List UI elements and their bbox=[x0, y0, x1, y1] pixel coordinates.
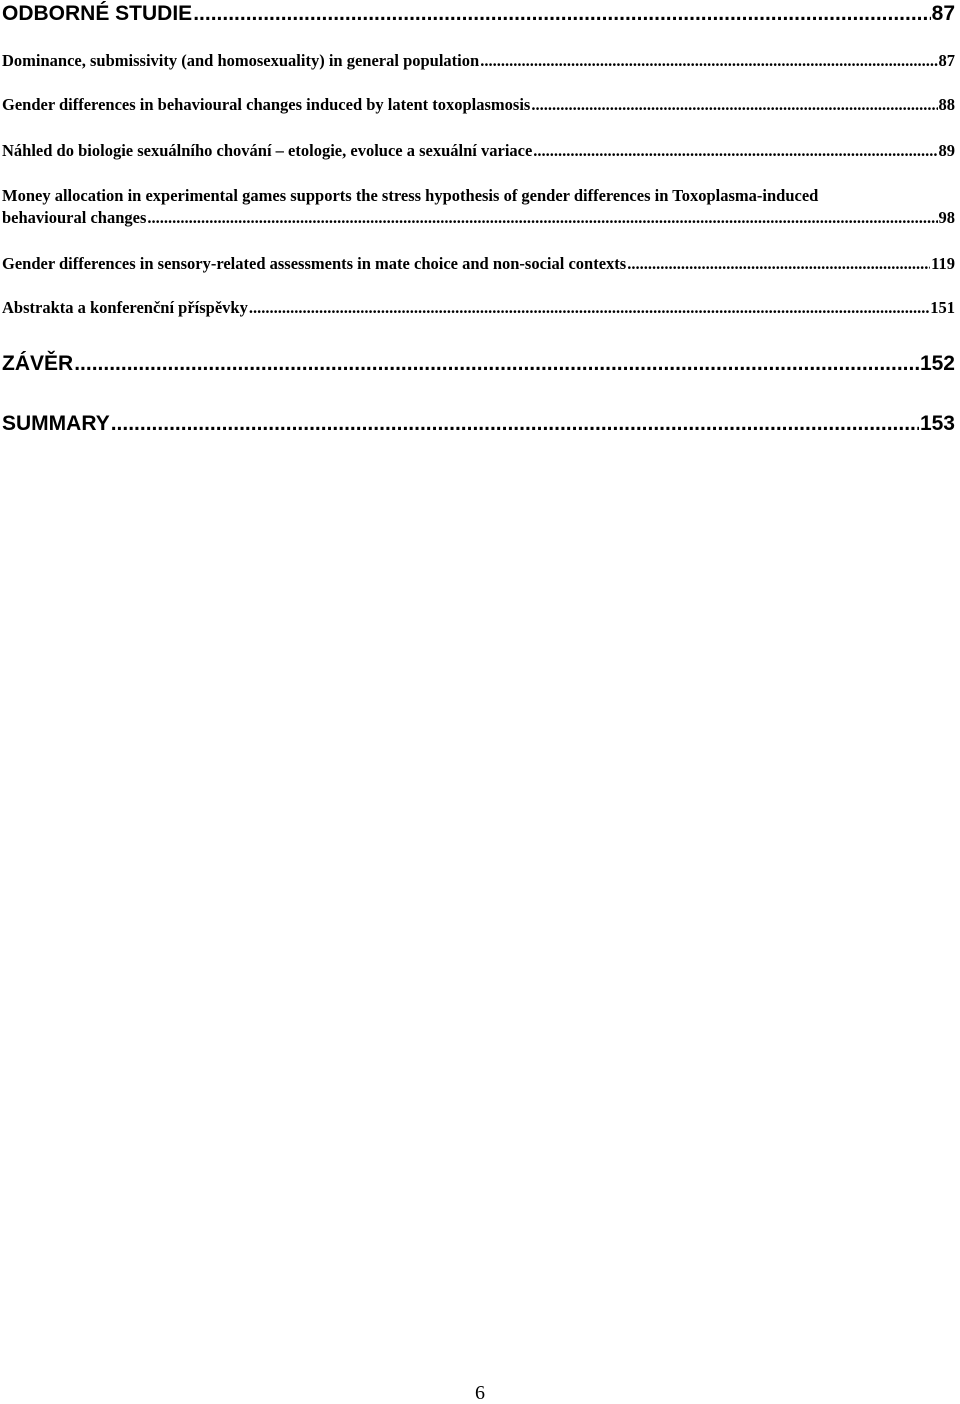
toc-title: SUMMARY bbox=[2, 412, 110, 435]
toc-title-line-1: Money allocation in experimental games supports the stress hypothesis of gender differences in Toxoplasma-induced bbox=[2, 186, 819, 205]
toc-title-line-2-row bbox=[2, 207, 955, 229]
toc-entry[interactable] bbox=[2, 253, 955, 275]
toc-title: ODBORNÉ STUDIE bbox=[2, 2, 193, 25]
dot-leader bbox=[531, 94, 937, 116]
toc-title: Abstrakta a konferenční příspěvky bbox=[2, 298, 248, 317]
toc-title: Gender differences in sensory-related assessments in mate choice and non-social contexts bbox=[2, 254, 627, 273]
toc-page-number: 119 bbox=[931, 254, 955, 273]
dot-leader bbox=[111, 411, 919, 437]
toc-entry-multiline[interactable] bbox=[2, 185, 955, 229]
page-number: 6 bbox=[475, 1382, 485, 1404]
toc-title: Dominance, submissivity (and homosexuality) in general population bbox=[2, 51, 480, 70]
dot-leader bbox=[480, 50, 937, 72]
dot-leader bbox=[249, 297, 929, 319]
dot-leader bbox=[147, 207, 937, 229]
toc-title: ZÁVĚR bbox=[2, 352, 74, 375]
toc-entry[interactable] bbox=[2, 50, 955, 72]
dot-leader bbox=[627, 253, 930, 275]
dot-leader bbox=[74, 351, 919, 377]
dot-leader bbox=[533, 140, 937, 162]
dot-leader bbox=[193, 1, 930, 27]
toc-page-number: 98 bbox=[938, 208, 955, 227]
toc-page-number: 152 bbox=[919, 352, 955, 375]
toc-heading-odborne-studie[interactable] bbox=[2, 1, 955, 27]
toc-title: Gender differences in behavioural changes induced by latent toxoplasmosis bbox=[2, 95, 531, 114]
toc-page-number: 89 bbox=[938, 141, 955, 160]
toc-page-number: 88 bbox=[938, 95, 955, 114]
toc-page-number: 87 bbox=[938, 51, 955, 70]
toc-title-line-2: behavioural changes bbox=[2, 208, 147, 227]
toc-page-number: 153 bbox=[919, 412, 955, 435]
toc-entry[interactable] bbox=[2, 94, 955, 116]
toc-page-number: 87 bbox=[931, 2, 955, 25]
toc-entry[interactable] bbox=[2, 140, 955, 162]
toc-heading-zaver[interactable] bbox=[2, 351, 955, 377]
toc-title: Náhled do biologie sexuálního chování – etologie, evoluce a sexuální variace bbox=[2, 141, 533, 160]
toc-entry[interactable] bbox=[2, 297, 955, 319]
toc-page-number: 151 bbox=[930, 298, 955, 317]
toc-heading-summary[interactable] bbox=[2, 411, 955, 437]
